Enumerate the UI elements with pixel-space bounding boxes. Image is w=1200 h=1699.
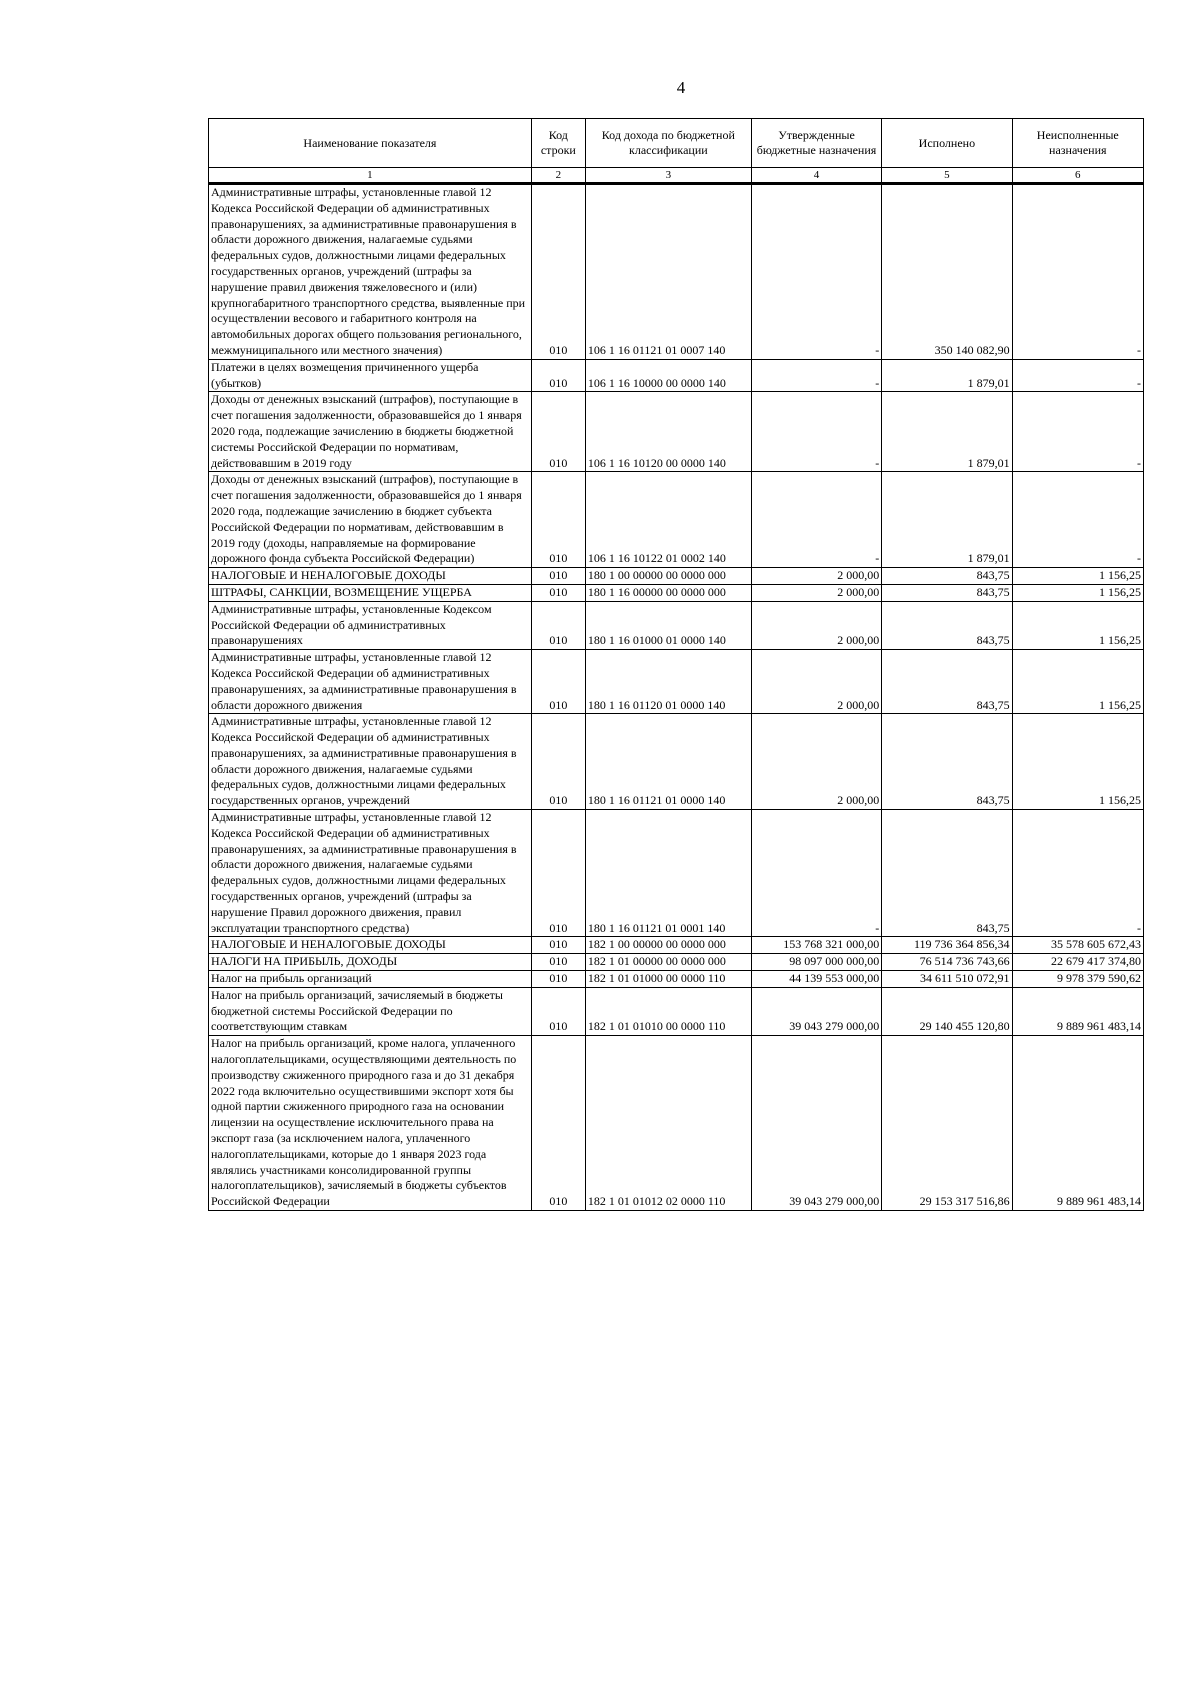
column-number: 2 bbox=[531, 168, 585, 184]
column-number: 4 bbox=[751, 168, 881, 184]
column-number: 3 bbox=[585, 168, 751, 184]
row-line-code: 010 bbox=[531, 954, 585, 971]
row-executed: 119 736 364 856,34 bbox=[882, 937, 1012, 954]
row-approved: - bbox=[751, 392, 881, 472]
row-approved: 153 768 321 000,00 bbox=[751, 937, 881, 954]
row-income-code: 180 1 16 01000 01 0000 140 bbox=[585, 601, 751, 649]
row-income-code: 180 1 00 00000 00 0000 000 bbox=[585, 568, 751, 585]
row-name: Административные штрафы, установленные главой 12 Кодекса Российской Федерации об административных правонарушениях, за административные правонарушения в области дорожного движения, налагаемые судьями федеральных судов, должностными лицами федеральных государственных органов, учреждений (штрафы за нарушение правил движения тяжеловесного и (или) крупногабаритного транспортного средства, выявленные при осуществлении весового и габаритного контроля на автомобильных дорогах общего пользования регионального, межмуниципального или местного значения) bbox=[209, 184, 532, 360]
row-approved: 2 000,00 bbox=[751, 601, 881, 649]
table-row bbox=[209, 987, 1144, 1035]
row-unexecuted: 1 156,25 bbox=[1012, 584, 1143, 601]
row-name: Доходы от денежных взысканий (штрафов), поступающие в счет погашения задолженности, образовавшейся до 1 января 2020 года, подлежащие зачислению в бюджеты бюджетной системы Российской Федерации по нормативам, действовавшим в 2019 году bbox=[209, 392, 532, 472]
row-unexecuted: 1 156,25 bbox=[1012, 714, 1143, 810]
table-row bbox=[209, 568, 1144, 585]
row-approved: 39 043 279 000,00 bbox=[751, 1036, 881, 1211]
row-approved: - bbox=[751, 810, 881, 937]
budget-execution-table bbox=[208, 118, 1144, 1211]
row-income-code: 180 1 16 00000 00 0000 000 bbox=[585, 584, 751, 601]
row-approved: 2 000,00 bbox=[751, 568, 881, 585]
row-line-code: 010 bbox=[531, 184, 585, 360]
column-number: 6 bbox=[1012, 168, 1143, 184]
row-executed: 29 140 455 120,80 bbox=[882, 987, 1012, 1035]
table-row bbox=[209, 184, 1144, 360]
table-row bbox=[209, 971, 1144, 988]
row-unexecuted: - bbox=[1012, 392, 1143, 472]
row-unexecuted: 9 889 961 483,14 bbox=[1012, 1036, 1143, 1211]
row-unexecuted: 22 679 417 374,80 bbox=[1012, 954, 1143, 971]
table-row bbox=[209, 714, 1144, 810]
row-income-code: 106 1 16 10122 01 0002 140 bbox=[585, 472, 751, 568]
row-executed: 76 514 736 743,66 bbox=[882, 954, 1012, 971]
column-number: 5 bbox=[882, 168, 1012, 184]
table-row bbox=[209, 1036, 1144, 1211]
row-line-code: 010 bbox=[531, 650, 585, 714]
row-approved: 98 097 000 000,00 bbox=[751, 954, 881, 971]
row-name: Платежи в целях возмещения причиненного ущерба (убытков) bbox=[209, 359, 532, 392]
row-name: НАЛОГОВЫЕ И НЕНАЛОГОВЫЕ ДОХОДЫ bbox=[209, 937, 532, 954]
row-name: Налог на прибыль организаций bbox=[209, 971, 532, 988]
row-unexecuted: - bbox=[1012, 810, 1143, 937]
row-approved: 2 000,00 bbox=[751, 584, 881, 601]
row-line-code: 010 bbox=[531, 987, 585, 1035]
row-line-code: 010 bbox=[531, 584, 585, 601]
row-executed: 34 611 510 072,91 bbox=[882, 971, 1012, 988]
row-income-code: 180 1 16 01121 01 0001 140 bbox=[585, 810, 751, 937]
table-row bbox=[209, 650, 1144, 714]
row-unexecuted: - bbox=[1012, 184, 1143, 360]
row-executed: 843,75 bbox=[882, 810, 1012, 937]
row-approved: 44 139 553 000,00 bbox=[751, 971, 881, 988]
row-income-code: 182 1 00 00000 00 0000 000 bbox=[585, 937, 751, 954]
row-approved: - bbox=[751, 472, 881, 568]
table-header-row bbox=[209, 119, 1144, 168]
header-unexecuted: Неисполненные назначения bbox=[1012, 119, 1143, 168]
row-executed: 350 140 082,90 bbox=[882, 184, 1012, 360]
row-line-code: 010 bbox=[531, 971, 585, 988]
row-income-code: 180 1 16 01120 01 0000 140 bbox=[585, 650, 751, 714]
header-income-code: Код дохода по бюджетной классификации bbox=[585, 119, 751, 168]
row-unexecuted: 9 889 961 483,14 bbox=[1012, 987, 1143, 1035]
row-income-code: 106 1 16 01121 01 0007 140 bbox=[585, 184, 751, 360]
table-row bbox=[209, 392, 1144, 472]
row-name: Административные штрафы, установленные главой 12 Кодекса Российской Федерации об административных правонарушениях, за административные правонарушения в области дорожного движения, налагаемые судьями федеральных судов, должностными лицами федеральных государственных органов, учреждений bbox=[209, 714, 532, 810]
row-line-code: 010 bbox=[531, 937, 585, 954]
column-number-row bbox=[209, 168, 1144, 184]
row-line-code: 010 bbox=[531, 392, 585, 472]
header-approved: Утвержденные бюджетные назначения bbox=[751, 119, 881, 168]
row-line-code: 010 bbox=[531, 810, 585, 937]
row-name: ШТРАФЫ, САНКЦИИ, ВОЗМЕЩЕНИЕ УЩЕРБА bbox=[209, 584, 532, 601]
row-line-code: 010 bbox=[531, 1036, 585, 1211]
row-name: Налог на прибыль организаций, зачисляемый в бюджеты бюджетной системы Российской Федерации по соответствующим ставкам bbox=[209, 987, 532, 1035]
header-indicator-name: Наименование показателя bbox=[209, 119, 532, 168]
row-executed: 1 879,01 bbox=[882, 472, 1012, 568]
table-row bbox=[209, 601, 1144, 649]
row-approved: - bbox=[751, 184, 881, 360]
row-name: Административные штрафы, установленные главой 12 Кодекса Российской Федерации об административных правонарушениях, за административные правонарушения в области дорожного движения, налагаемые судьями федеральных судов, должностными лицами федеральных государственных органов, учреждений (штрафы за нарушение Правил дорожного движения, правил эксплуатации транспортного средства) bbox=[209, 810, 532, 937]
row-line-code: 010 bbox=[531, 601, 585, 649]
table-row bbox=[209, 584, 1144, 601]
row-executed: 29 153 317 516,86 bbox=[882, 1036, 1012, 1211]
row-name: Административные штрафы, установленные Кодексом Российской Федерации об административных правонарушениях bbox=[209, 601, 532, 649]
column-number: 1 bbox=[209, 168, 532, 184]
row-name: НАЛОГОВЫЕ И НЕНАЛОГОВЫЕ ДОХОДЫ bbox=[209, 568, 532, 585]
row-executed: 843,75 bbox=[882, 584, 1012, 601]
row-executed: 843,75 bbox=[882, 601, 1012, 649]
row-name: Административные штрафы, установленные главой 12 Кодекса Российской Федерации об административных правонарушениях, за административные правонарушения в области дорожного движения bbox=[209, 650, 532, 714]
row-executed: 1 879,01 bbox=[882, 392, 1012, 472]
row-name: НАЛОГИ НА ПРИБЫЛЬ, ДОХОДЫ bbox=[209, 954, 532, 971]
row-unexecuted: 1 156,25 bbox=[1012, 601, 1143, 649]
row-unexecuted: 1 156,25 bbox=[1012, 568, 1143, 585]
row-income-code: 106 1 16 10120 00 0000 140 bbox=[585, 392, 751, 472]
row-executed: 843,75 bbox=[882, 650, 1012, 714]
row-name: Доходы от денежных взысканий (штрафов), поступающие в счет погашения задолженности, образовавшейся до 1 января 2020 года, подлежащие зачислению в бюджет субъекта Российской Федерации по нормативам, действовавшим в 2019 году (доходы, направляемые на формирование дорожного фонда субъекта Российской Федерации) bbox=[209, 472, 532, 568]
row-line-code: 010 bbox=[531, 359, 585, 392]
row-approved: 2 000,00 bbox=[751, 650, 881, 714]
page-number: 4 bbox=[676, 78, 686, 97]
row-income-code: 182 1 01 01010 00 0000 110 bbox=[585, 987, 751, 1035]
row-approved: 2 000,00 bbox=[751, 714, 881, 810]
row-unexecuted: 1 156,25 bbox=[1012, 650, 1143, 714]
table-row bbox=[209, 359, 1144, 392]
row-executed: 843,75 bbox=[882, 568, 1012, 585]
row-income-code: 182 1 01 01000 00 0000 110 bbox=[585, 971, 751, 988]
row-name: Налог на прибыль организаций, кроме налога, уплаченного налогоплательщиками, осуществляющими деятельность по производству сжиженного природного газа и до 31 декабря 2022 года включительно осуществившими экспорт хотя бы одной партии сжиженного природного газа на основании лицензии на осуществление исключительного права на экспорт газа (за исключением налога, уплаченного налогоплательщиками, которые до 1 января 2023 года являлись участниками консолидированной группы налогоплательщиков), зачисляемый в бюджеты субъектов Российской Федерации bbox=[209, 1036, 532, 1211]
row-income-code: 180 1 16 01121 01 0000 140 bbox=[585, 714, 751, 810]
table-row bbox=[209, 937, 1144, 954]
row-income-code: 182 1 01 00000 00 0000 000 bbox=[585, 954, 751, 971]
row-line-code: 010 bbox=[531, 568, 585, 585]
row-executed: 1 879,01 bbox=[882, 359, 1012, 392]
row-executed: 843,75 bbox=[882, 714, 1012, 810]
row-income-code: 182 1 01 01012 02 0000 110 bbox=[585, 1036, 751, 1211]
table-row bbox=[209, 810, 1144, 937]
row-line-code: 010 bbox=[531, 472, 585, 568]
row-unexecuted: - bbox=[1012, 472, 1143, 568]
row-approved: 39 043 279 000,00 bbox=[751, 987, 881, 1035]
header-line-code: Код строки bbox=[531, 119, 585, 168]
row-unexecuted: 9 978 379 590,62 bbox=[1012, 971, 1143, 988]
header-executed: Исполнено bbox=[882, 119, 1012, 168]
row-income-code: 106 1 16 10000 00 0000 140 bbox=[585, 359, 751, 392]
row-unexecuted: - bbox=[1012, 359, 1143, 392]
row-unexecuted: 35 578 605 672,43 bbox=[1012, 937, 1143, 954]
row-approved: - bbox=[751, 359, 881, 392]
row-line-code: 010 bbox=[531, 714, 585, 810]
table-row bbox=[209, 472, 1144, 568]
table-row bbox=[209, 954, 1144, 971]
